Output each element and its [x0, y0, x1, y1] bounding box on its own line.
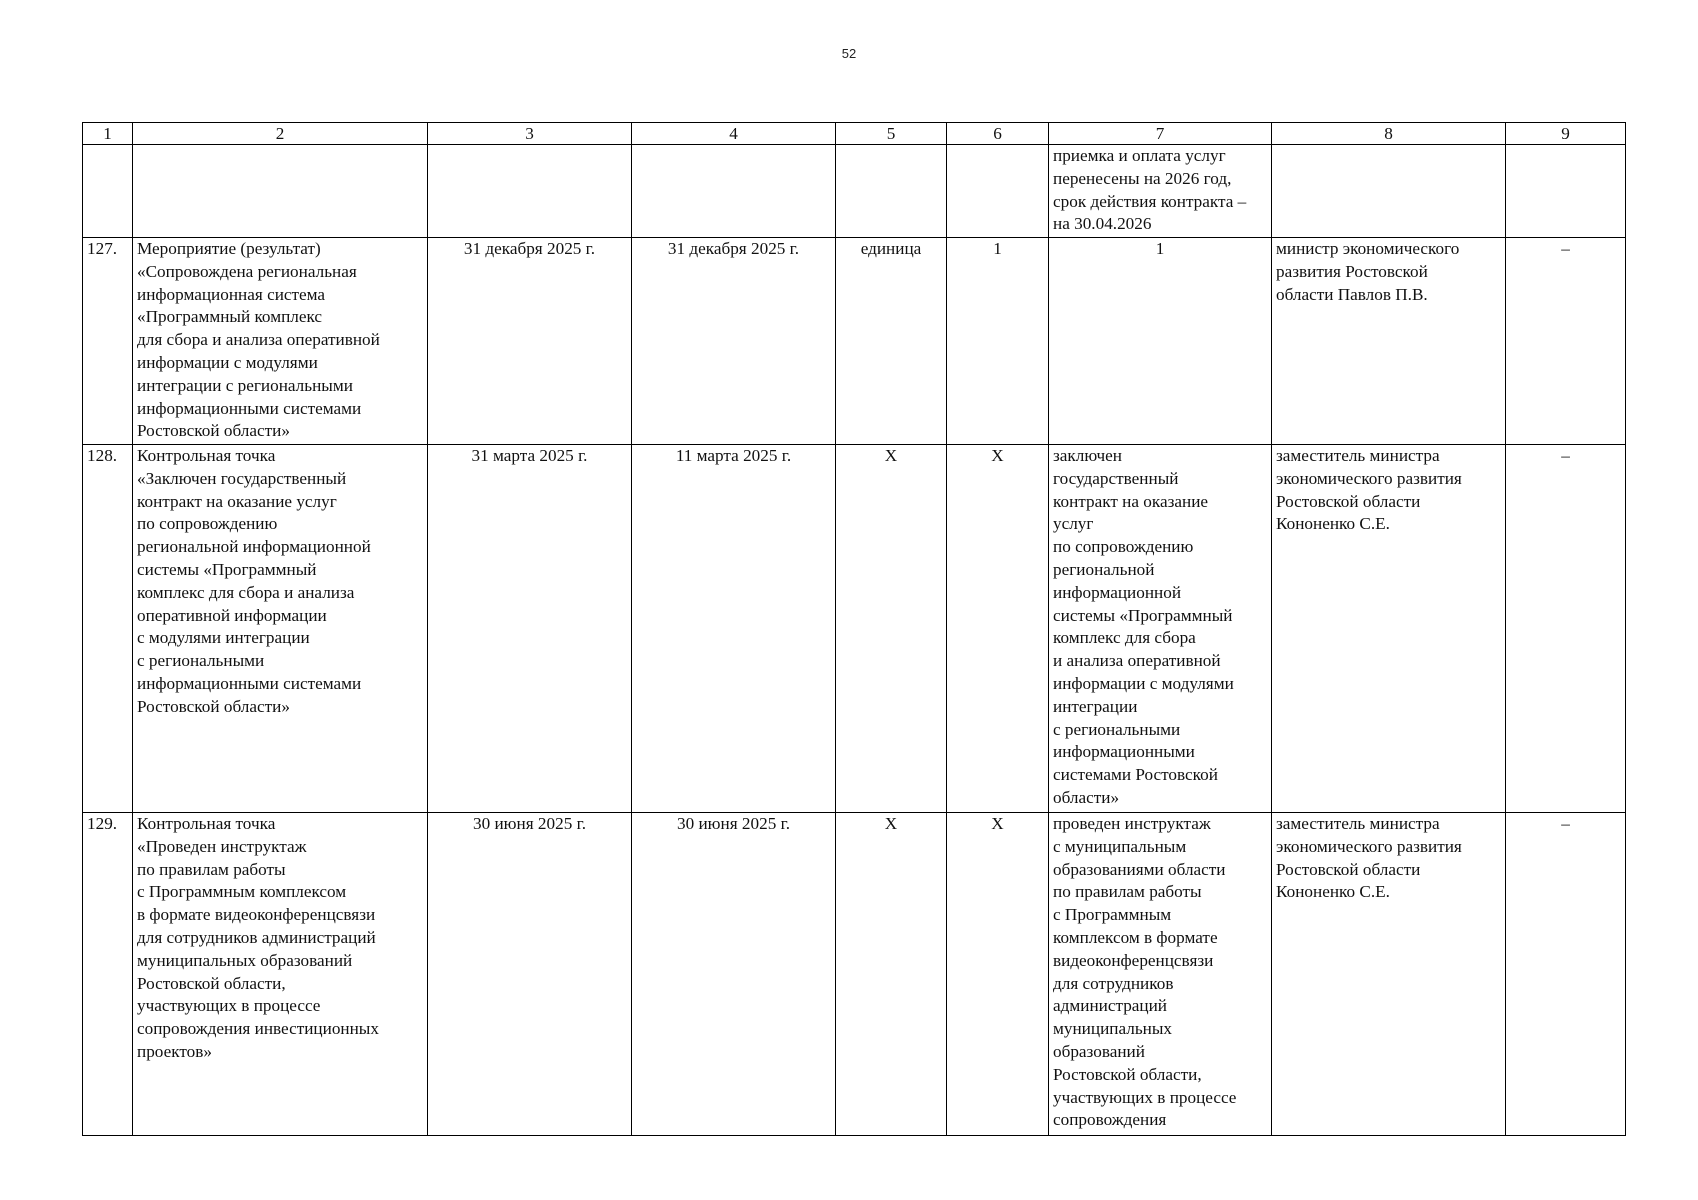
fact-value: проведен инструктаж с муниципальным образованиями области по правилам работы с Программным комплексом в формате видеоконференцсвязи для сотрудников администраций муниципальных образований Ростовской области, участвующих в процессе сопровождения: [1049, 813, 1272, 1136]
column-header: 7: [1049, 123, 1272, 145]
item-name: Контрольная точка «Заключен государственный контракт на оказание услуг по сопровождению региональной информационной системы «Программный комплекс для сбора и анализа оперативной информации с модулями интеграции с региональными информационными системами Ростовской области»: [133, 445, 428, 813]
fact-value: 1: [1049, 238, 1272, 445]
unit: Х: [836, 813, 947, 1136]
fact-date: 30 июня 2025 г.: [632, 813, 836, 1136]
column-header: 5: [836, 123, 947, 145]
note: [1506, 145, 1626, 238]
plan-date: 31 марта 2025 г.: [428, 445, 632, 813]
item-name: Контрольная точка «Проведен инструктаж по правилам работы с Программным комплексом в формате видеоконференцсвязи для сотрудников администраций муниципальных образований Ростовской области, участвующих в процессе сопровождения инвестиционных проектов»: [133, 813, 428, 1136]
row-number: 129.: [83, 813, 133, 1136]
column-header: 1: [83, 123, 133, 145]
page-number: 52: [841, 46, 857, 61]
plan-value: Х: [947, 813, 1049, 1136]
column-header: 9: [1506, 123, 1626, 145]
header-row: [83, 123, 1626, 145]
note: –: [1506, 445, 1626, 813]
column-header: 6: [947, 123, 1049, 145]
fact-date: 31 декабря 2025 г.: [632, 238, 836, 445]
column-header: 4: [632, 123, 836, 145]
unit: Х: [836, 445, 947, 813]
report-table: [82, 122, 1626, 1136]
table-row: [83, 238, 1626, 445]
table-row: [83, 813, 1626, 1136]
row-number: 128.: [83, 445, 133, 813]
unit: единица: [836, 238, 947, 445]
plan-value: [947, 145, 1049, 238]
responsible: заместитель министра экономического развития Ростовской области Кононенко С.Е.: [1272, 813, 1506, 1136]
unit: [836, 145, 947, 238]
fact-date: 11 марта 2025 г.: [632, 445, 836, 813]
responsible: заместитель министра экономического развития Ростовской области Кононенко С.Е.: [1272, 445, 1506, 813]
column-header: 8: [1272, 123, 1506, 145]
column-header: 3: [428, 123, 632, 145]
responsible: министр экономического развития Ростовской области Павлов П.В.: [1272, 238, 1506, 445]
item-name: [133, 145, 428, 238]
note: –: [1506, 238, 1626, 445]
row-number: [83, 145, 133, 238]
note: –: [1506, 813, 1626, 1136]
plan-value: Х: [947, 445, 1049, 813]
table-row: [83, 145, 1626, 238]
responsible: [1272, 145, 1506, 238]
plan-date: 30 июня 2025 г.: [428, 813, 632, 1136]
fact-date: [632, 145, 836, 238]
column-header: 2: [133, 123, 428, 145]
plan-date: 31 декабря 2025 г.: [428, 238, 632, 445]
table-row: [83, 445, 1626, 813]
item-name: Мероприятие (результат) «Сопровождена региональная информационная система «Программный комплекс для сбора и анализа оперативной информации с модулями интеграции с региональными информационными системами Ростовской области»: [133, 238, 428, 445]
plan-date: [428, 145, 632, 238]
plan-value: 1: [947, 238, 1049, 445]
fact-value: заключен государственный контракт на оказание услуг по сопровождению региональной информационной системы «Программный комплекс для сбора и анализа оперативной информации с модулями интеграции с региональными информационными системами Ростовской области»: [1049, 445, 1272, 813]
row-number: 127.: [83, 238, 133, 445]
fact-value: приемка и оплата услуг перенесены на 2026 год, срок действия контракта – на 30.04.2026: [1049, 145, 1272, 238]
